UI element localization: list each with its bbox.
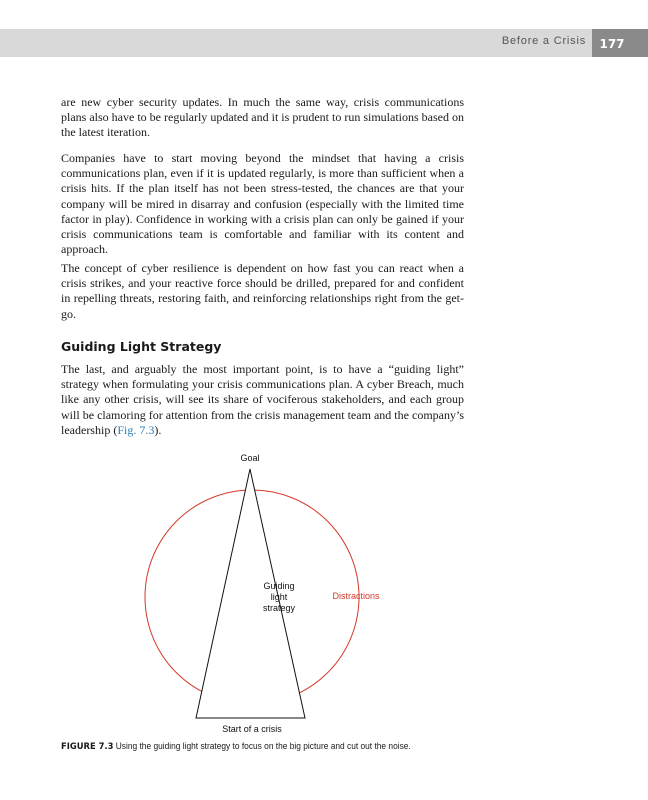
running-head: Before a Crisis: [501, 35, 586, 47]
center-label-line-1: Guiding: [263, 581, 295, 591]
goal-label: Goal: [240, 453, 260, 463]
paragraph-2: Companies have to start moving beyond the mindset that having a crisis communications plan, even if it is updated regularly, is more than sufficient when a crisis hits. If the plan itself has not been stress-tested, the chances are that your company will be mired in disarray and confusion (especially with the limited time factor in play). Confidence in working with a crisis plan can only be gained if your crisis communications team is comfortable and familiar with its content and approach.: [61, 151, 464, 257]
figure-caption: [61, 741, 411, 752]
figure-caption-text: Using the guiding light strategy to focus on the big picture and cut out the noise.: [115, 741, 411, 751]
section-paragraph-end: ).: [154, 422, 162, 437]
center-label-line-2: light: [270, 592, 288, 602]
section-heading: Guiding Light Strategy: [61, 339, 222, 354]
paragraph-1: are new cyber security updates. In much the same way, crisis communications plans also have to be regularly updated and it is prudent to run simulations based on the latest iteration.: [61, 95, 464, 140]
section-paragraph-text: The last, and arguably the most important point, is to have a “guiding light” strategy when formulating your crisis communications plan. A cyber Breach, much like any other crisis, will see its share of vociferous stakeholders, and each group will be clamoring for attention from the crisis management team and the company’s leadership (: [61, 362, 464, 437]
distractions-label: Distractions: [332, 591, 380, 601]
figure-caption-label: FIGURE 7.3: [61, 742, 114, 752]
page-number: 177: [599, 37, 625, 51]
start-label: Start of a crisis: [222, 724, 282, 734]
guiding-light-triangle: [196, 469, 305, 718]
figure-reference-link[interactable]: Fig. 7.3: [117, 422, 155, 437]
center-label-line-3: strategy: [262, 603, 296, 613]
paragraph-3: The concept of cyber resilience is dependent on how fast you can react when a crisis strikes, and your reactive force should be drilled, prepared for and confident in repelling threats, restoring faith, and reinforcing relationships right from the get-go.: [61, 261, 464, 321]
